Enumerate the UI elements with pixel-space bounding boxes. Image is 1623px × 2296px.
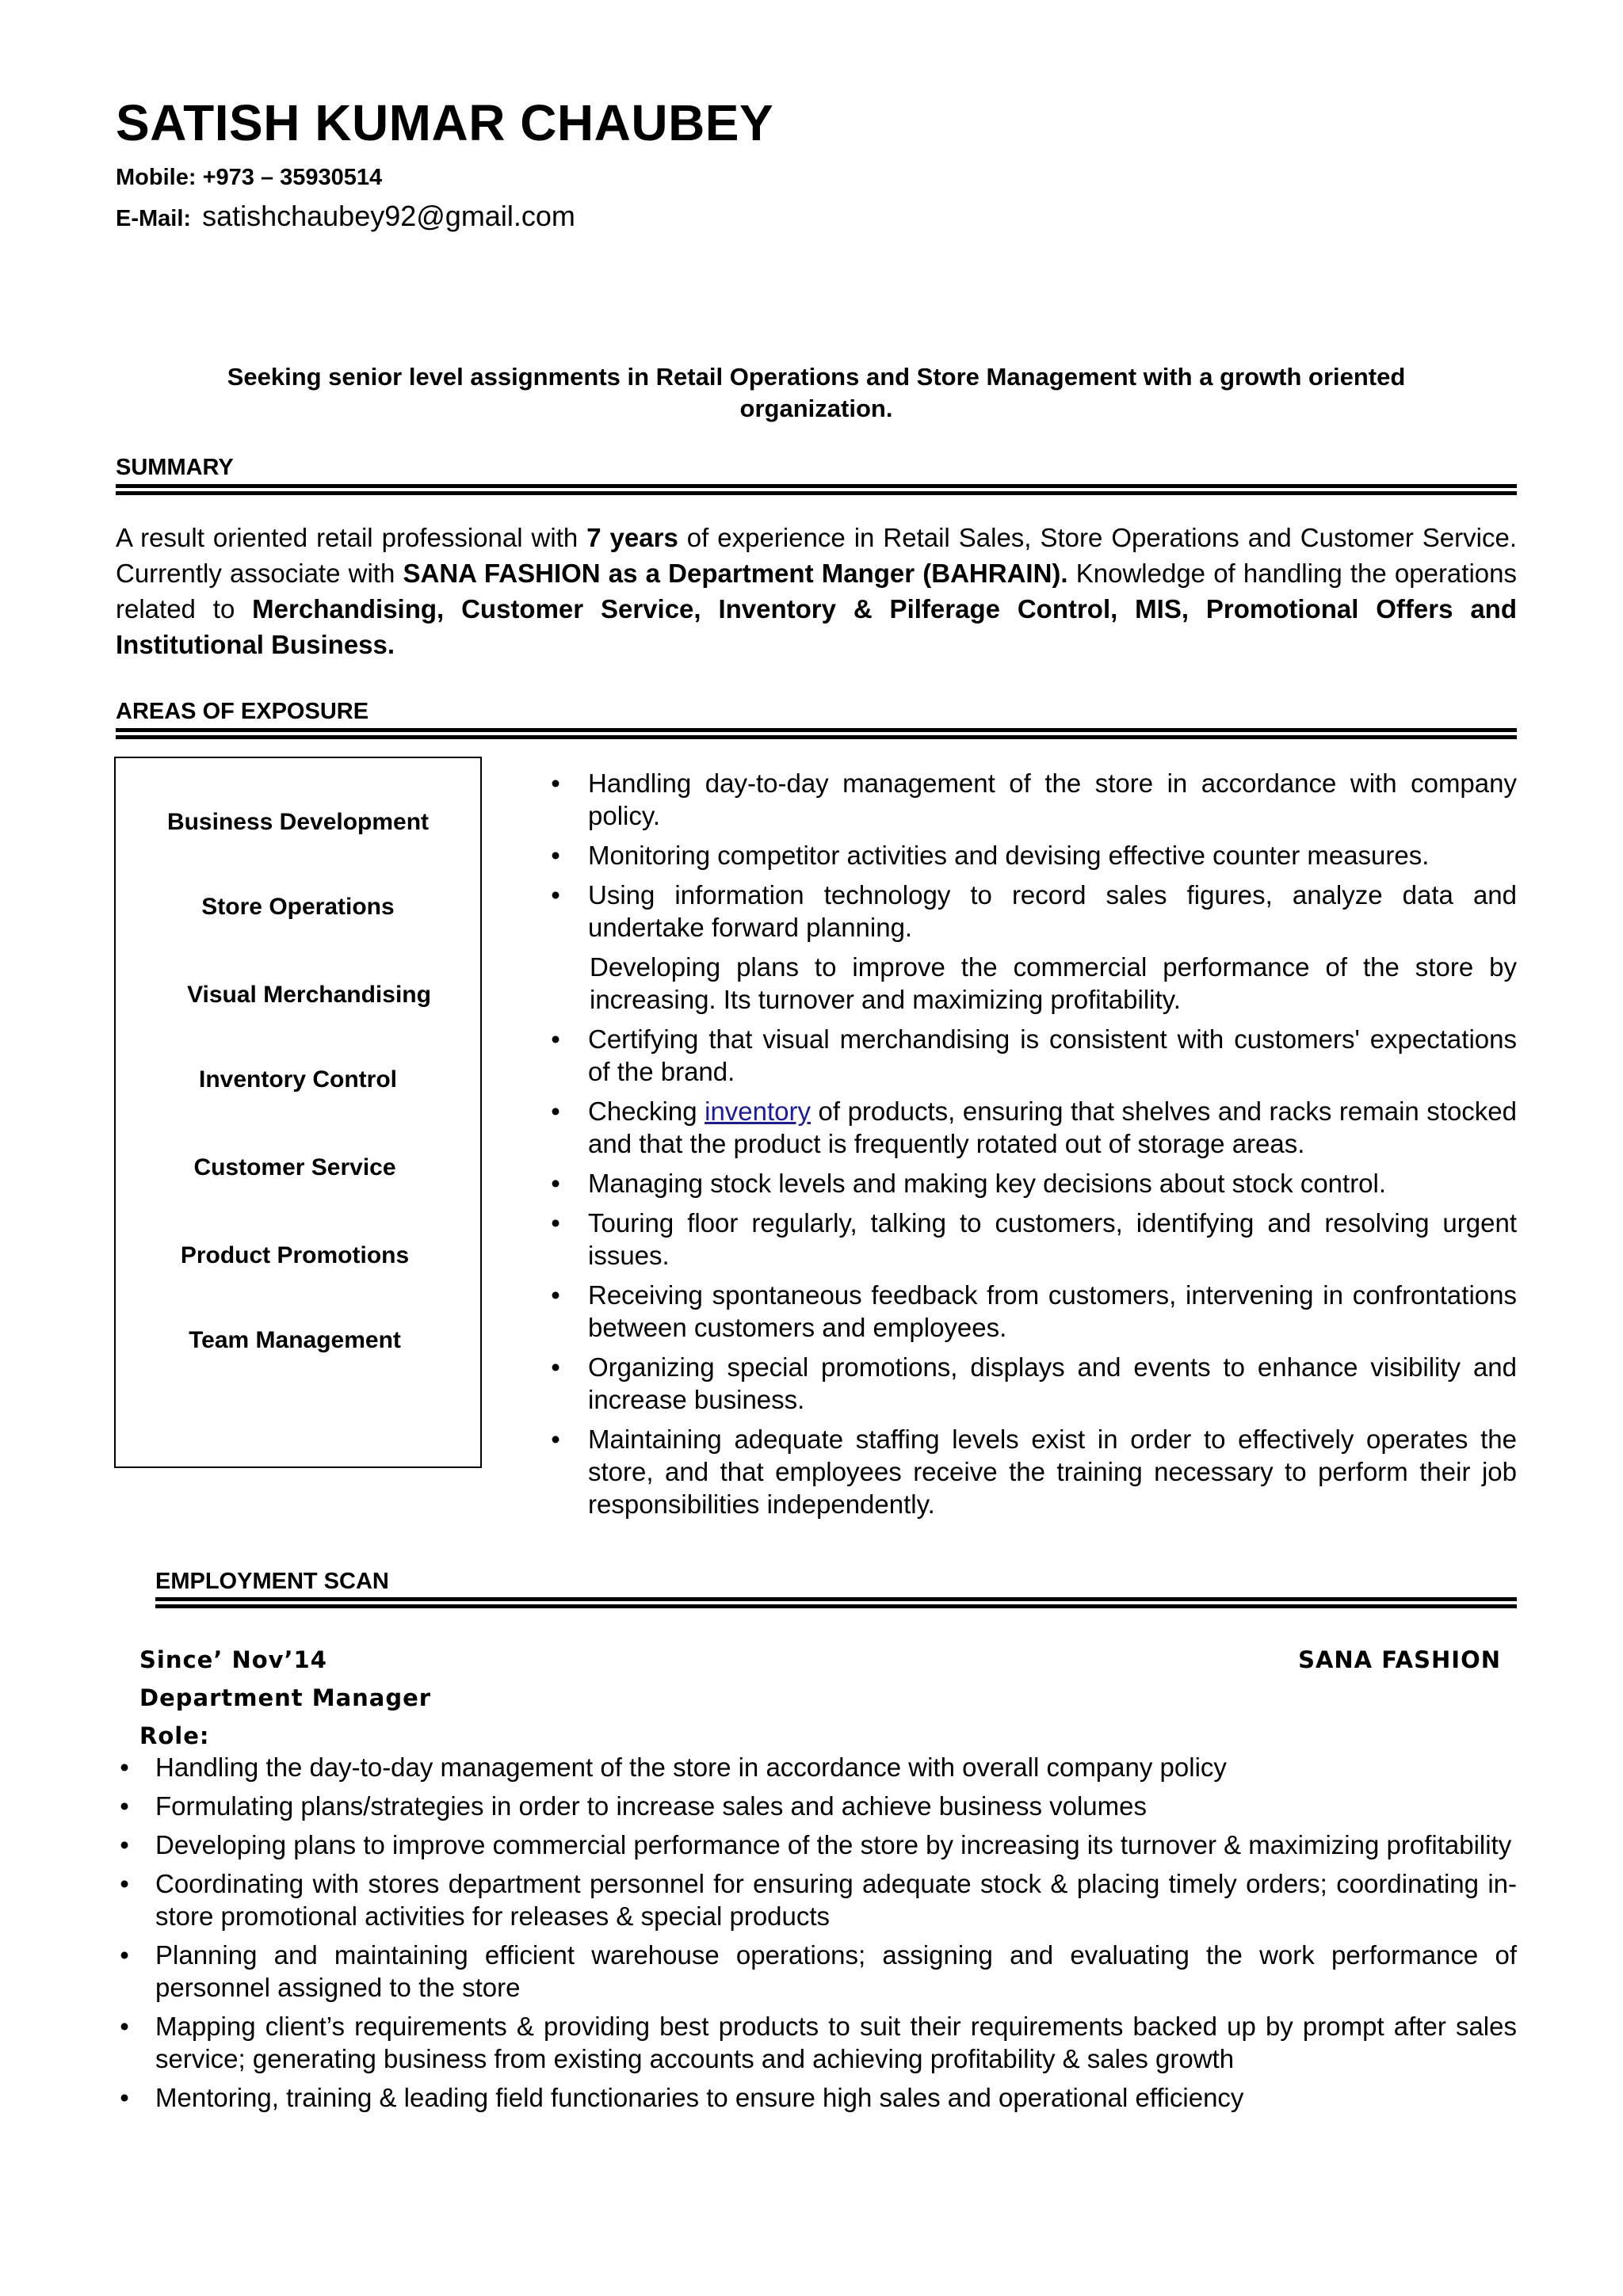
list-item-no-bullet: Developing plans to improve the commercial performance of the store by increasing. Its turnover and maximizing profitability. bbox=[590, 952, 1517, 1014]
exposure-duties-list bbox=[547, 767, 1517, 1527]
employment-since: Since’ Nov’14 bbox=[139, 1646, 327, 1673]
list-item: • Managing stock levels and making key decisions about stock control. bbox=[547, 1167, 1517, 1199]
area-item: Store Operations bbox=[201, 894, 395, 920]
summary-paragraph bbox=[116, 520, 1517, 662]
objective-line-1: Seeking senior level assignments in Retail Operations and Store Management with a growth oriented bbox=[227, 363, 1406, 391]
bullet-icon: • bbox=[551, 1280, 560, 1310]
mobile-value: +973 – 35930514 bbox=[202, 165, 383, 190]
employment-position: Department Manager bbox=[139, 1684, 432, 1711]
bullet-icon: • bbox=[120, 1830, 129, 1859]
bullet-icon: • bbox=[551, 1024, 560, 1054]
employment-title: EMPLOYMENT SCAN bbox=[155, 1569, 389, 1594]
list-item: • Handling the day-to-day management of the store in accordance with overall company policy bbox=[116, 1751, 1517, 1783]
bullet-icon: • bbox=[120, 2012, 129, 2041]
list-item: • Receiving spontaneous feedback from customers, intervening in confrontations between customers and employees. bbox=[547, 1279, 1517, 1344]
area-item: Customer Service bbox=[193, 1154, 396, 1180]
objective-statement bbox=[116, 361, 1517, 425]
bullet-icon: • bbox=[120, 1869, 129, 1898]
mobile-line bbox=[116, 165, 382, 191]
email-line bbox=[116, 200, 575, 233]
summary-years: 7 years bbox=[586, 523, 678, 552]
exposure-rule bbox=[116, 728, 1517, 739]
bullet-icon: • bbox=[551, 841, 560, 870]
summary-text-3: Knowledge of handling the operations related to bbox=[116, 559, 1517, 624]
employment-rule bbox=[155, 1597, 1517, 1608]
bullet-icon: • bbox=[551, 880, 560, 910]
list-item: • Developing plans to improve commercial performance of the store by increasing its turnover & maximizing profitability bbox=[116, 1829, 1517, 1861]
list-item: • Mentoring, training & leading field functionaries to ensure high sales and operational efficiency bbox=[116, 2081, 1517, 2114]
summary-skills: Merchandising, Customer Service, Inventory & Pilferage Control, MIS, Promotional Offers and Institutional Business. bbox=[116, 594, 1517, 659]
bullet-icon: • bbox=[551, 1425, 560, 1454]
area-item: Team Management bbox=[189, 1327, 401, 1353]
mobile-label: Mobile: bbox=[116, 165, 197, 190]
exposure-title: AREAS OF EXPOSURE bbox=[116, 699, 369, 724]
list-item: • Planning and maintaining efficient warehouse operations; assigning and evaluating the work performance of personnel assigned to the store bbox=[116, 1939, 1517, 2004]
employment-roles-list bbox=[116, 1751, 1517, 2120]
candidate-name: SATISH KUMAR CHAUBEY bbox=[116, 94, 774, 151]
list-item: • Handling day-to-day management of the store in accordance with company policy. bbox=[547, 767, 1517, 832]
bullet-icon: • bbox=[120, 1753, 129, 1782]
summary-current-role: SANA FASHION as a Department Manger (BAHRAIN). bbox=[403, 559, 1068, 588]
list-item: • Certifying that visual merchandising is consistent with customers' expectations of the brand. bbox=[547, 1023, 1517, 1088]
bullet-icon: • bbox=[120, 1791, 129, 1821]
bullet-icon: • bbox=[120, 1940, 129, 1970]
list-item: • Formulating plans/strategies in order to increase sales and achieve business volumes bbox=[116, 1790, 1517, 1822]
bullet-icon: • bbox=[551, 1169, 560, 1198]
list-item: • Using information technology to record sales figures, analyze data and undertake forward planning. bbox=[547, 879, 1517, 944]
email-value: satishchaubey92@gmail.com bbox=[202, 200, 575, 232]
bullet-icon: • bbox=[551, 1352, 560, 1382]
list-item: • Maintaining adequate staffing levels exist in order to effectively operates the store, and that employees receive the training necessary to perform their job responsibilities independently. bbox=[547, 1423, 1517, 1520]
list-item: • Checking inventory of products, ensuring that shelves and racks remain stocked and that the product is frequently rotated out of storage areas. bbox=[547, 1095, 1517, 1160]
bullet-icon: • bbox=[551, 1097, 560, 1126]
exposure-areas-box bbox=[114, 757, 482, 1468]
area-item: Product Promotions bbox=[180, 1242, 410, 1268]
area-item: Inventory Control bbox=[198, 1066, 397, 1093]
area-item: Business Development bbox=[166, 809, 430, 835]
email-label: E-Mail: bbox=[116, 206, 192, 231]
employment-company: SANA FASHION bbox=[1298, 1646, 1501, 1673]
list-item: • Mapping client’s requirements & providing best products to suit their requirements backed up by prompt after sales service; generating business from existing accounts and achieving profitability & sales growth bbox=[116, 2010, 1517, 2075]
list-item: • Coordinating with stores department personnel for ensuring adequate stock & placing timely orders; coordinating in-store promotional activities for releases & special products bbox=[116, 1867, 1517, 1932]
list-item: • Organizing special promotions, displays and events to enhance visibility and increase business. bbox=[547, 1351, 1517, 1416]
objective-line-2: organization. bbox=[739, 395, 893, 422]
summary-text-1: A result oriented retail professional with bbox=[116, 523, 587, 552]
list-item: • Monitoring competitor activities and devising effective counter measures. bbox=[547, 839, 1517, 871]
area-item: Visual Merchandising bbox=[187, 982, 431, 1008]
employment-role-label: Role: bbox=[139, 1722, 210, 1749]
inventory-link[interactable]: inventory bbox=[705, 1097, 812, 1126]
bullet-icon: • bbox=[551, 1208, 560, 1238]
bullet-icon: • bbox=[551, 769, 560, 798]
list-item: • Touring floor regularly, talking to customers, identifying and resolving urgent issues. bbox=[547, 1207, 1517, 1272]
summary-text-2: of experience in Retail Sales, Store Operations and Customer Service. Currently associate with bbox=[116, 523, 1517, 588]
summary-title: SUMMARY bbox=[116, 455, 234, 480]
summary-rule bbox=[116, 484, 1517, 495]
bullet-icon: • bbox=[120, 2083, 129, 2112]
